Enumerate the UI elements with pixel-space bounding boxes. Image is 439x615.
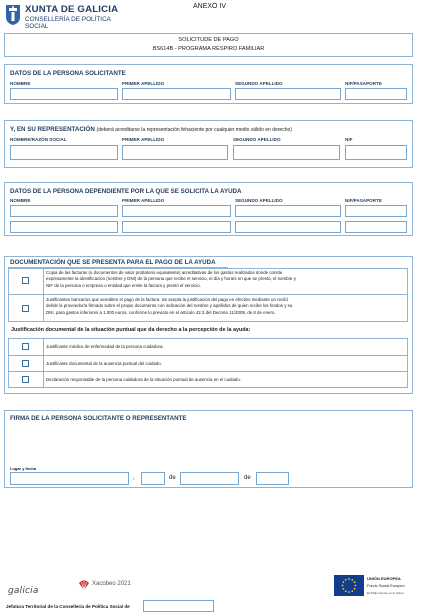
doc-row-divider-1 <box>8 294 408 295</box>
dep-extra-field-3[interactable] <box>235 221 341 233</box>
eu-flag-icon <box>334 575 364 596</box>
rep-name-field[interactable] <box>10 145 118 160</box>
rep-surname1-field[interactable] <box>122 145 228 160</box>
applicant-nif-field[interactable] <box>345 88 407 100</box>
doc-item3-checkbox[interactable] <box>22 343 29 350</box>
eu-text-1: UNIÓN EUROPEA <box>367 576 401 581</box>
form-title: SOLICITUDE DE PAGO <box>178 37 239 43</box>
rep-nif-label: NIF <box>345 137 353 142</box>
galicia-logo <box>8 580 48 594</box>
xunta-shield-icon <box>5 4 21 26</box>
applicant-surname1-field[interactable] <box>122 88 231 100</box>
doc-item2-line2: del/de la proveedor/a firmado sobre el propio documento con indicación del nombre y apellidos de quien recibe los fondos y su <box>46 303 293 309</box>
doc-item2-line3: DNI, para gastos inferiores a 1.000 euros, conforme lo previsto en el artículo 42.3 del Decreto 11/2009, de 8 de enero. <box>46 309 276 315</box>
eu-text-2: Fondo Social Europeo <box>367 584 405 588</box>
representative-heading <box>10 126 292 133</box>
dep-nif-label: NIF/PASAPORTE <box>345 198 382 203</box>
doc-item5-text: Declaración responsable de la persona cuidadora de la situación puntual de ausencia en el cuidado. <box>46 377 242 382</box>
doc-checkbox-column-divider-2 <box>43 338 44 388</box>
galicia-logo-text: galicia <box>8 586 39 596</box>
doc-item1-text <box>46 270 405 289</box>
representative-heading-text: Y, EN SU REPRESENTACIÓN <box>10 126 95 133</box>
doc-item4-checkbox[interactable] <box>22 360 29 367</box>
doc-item2-line1: Justificantes bancarios que acrediten el pago de la factura. Se acepta la justificación del pago en efectivo mediante un recibí <box>46 297 288 302</box>
applicant-surname2-label: SEGUNDO APELLIDO <box>235 81 283 86</box>
rep-nif-field[interactable] <box>345 145 407 160</box>
doc-item4-text: Justificante documental de la ausencia puntual del cuidado. <box>46 361 162 366</box>
doc-item1-line3: NIF de la persona o empresa o entidad que emite la factura y prestó el servicio. <box>46 282 201 288</box>
dep-surname1-field[interactable] <box>122 205 231 217</box>
xacobeo-scallop-icon <box>78 579 90 591</box>
dep-surname2-label: SEGUNDO APELLIDO <box>235 198 283 203</box>
day-field[interactable] <box>141 472 165 485</box>
place-date-label: Lugar y fecha <box>10 466 37 471</box>
xunta-logo <box>5 4 135 34</box>
doc-row-divider-2 <box>8 355 408 356</box>
applicant-surname2-field[interactable] <box>235 88 341 100</box>
eu-text-3: El FSE invierte en tu futuro <box>367 591 404 595</box>
form-subtitle: BS614B - PROGRAMA RESPIRO FAMILIAR <box>152 46 265 52</box>
representative-note: (deberá acreditarse la representación fehaciente por cualquier medio válido en derecho) <box>96 127 292 133</box>
dep-name-field[interactable] <box>10 205 118 217</box>
jefatura-label: Jefatura Territorial de la Consellería de Política Social de <box>6 604 130 609</box>
logo-sub1: CONSELLERÍA DE POLÍTICA <box>25 16 111 23</box>
comma-separator: , <box>133 475 135 481</box>
dep-surname1-label: PRIMER APELLIDO <box>122 198 165 203</box>
de-separator-1: de <box>169 475 176 481</box>
doc-subheading: Justificación documental de la situación puntual que da derecho a la percepción de la ayuda: <box>11 327 251 333</box>
rep-surname2-label: SEGUNDO APELLIDO <box>233 137 281 142</box>
place-field[interactable] <box>10 472 129 485</box>
de-separator-2: de <box>244 475 251 481</box>
year-field[interactable] <box>256 472 289 485</box>
applicant-nif-label: NIF/PASAPORTE <box>345 81 382 86</box>
applicant-name-field[interactable] <box>10 88 118 100</box>
eu-logo <box>334 575 414 599</box>
doc-item1-checkbox[interactable] <box>22 277 29 284</box>
doc-item2-checkbox[interactable] <box>22 305 29 312</box>
doc-item1-line1: Copia de las facturas (o documentos de valor probatorio equivalente) acreditativas de los gastos realizados donde conste <box>46 270 283 275</box>
rep-name-label: NOMBRE/RAZÓN SOCIAL <box>10 137 67 142</box>
dep-extra-field-1[interactable] <box>10 221 118 233</box>
doc-item1-line2: expresamente la identificación (nombre y DNI) de la persona que recibe el servicio, el día y hora/s en que se prestó, el nombre y <box>46 276 296 282</box>
jefatura-field[interactable] <box>143 600 214 612</box>
rep-surname1-label: PRIMER APELLIDO <box>122 137 165 142</box>
rep-surname2-field[interactable] <box>233 145 340 160</box>
doc-row-divider-3 <box>8 371 408 372</box>
dep-extra-field-2[interactable] <box>122 221 231 233</box>
doc-item2-text <box>46 297 405 316</box>
dependent-heading: DATOS DE LA PERSONA DEPENDIENTE POR LA QUE SE SOLICITA LA AYUDA <box>10 188 242 195</box>
doc-item3-text: Justificante médico de enfermedad de la persona cuidadora. <box>46 344 164 349</box>
dep-surname2-field[interactable] <box>235 205 341 217</box>
dep-nif-field[interactable] <box>345 205 407 217</box>
annex-label: ANEXO IV <box>193 3 227 10</box>
xacobeo-logo <box>78 579 148 593</box>
applicant-surname1-label: PRIMER APELLIDO <box>122 81 165 86</box>
logo-sub2: SOCIAL <box>25 23 49 30</box>
month-field[interactable] <box>180 472 239 485</box>
dep-extra-field-4[interactable] <box>345 221 407 233</box>
doc-item5-checkbox[interactable] <box>22 376 29 383</box>
documentation-heading: DOCUMENTACIÓN QUE SE PRESENTA PARA EL PAGO DE LA AYUDA <box>10 259 216 266</box>
logo-name: XUNTA DE GALICIA <box>25 4 119 15</box>
applicant-name-label: NOMBRE <box>10 81 31 86</box>
applicant-heading: DATOS DE LA PERSONA SOLICITANTE <box>10 70 126 77</box>
doc-checkbox-column-divider <box>43 268 44 322</box>
xacobeo-logo-text: Xacobeo 2021 <box>92 581 131 587</box>
dep-name-label: NOMBRE <box>10 198 31 203</box>
signature-heading: FIRMA DE LA PERSONA SOLICITANTE O REPRESENTANTE <box>10 415 187 422</box>
